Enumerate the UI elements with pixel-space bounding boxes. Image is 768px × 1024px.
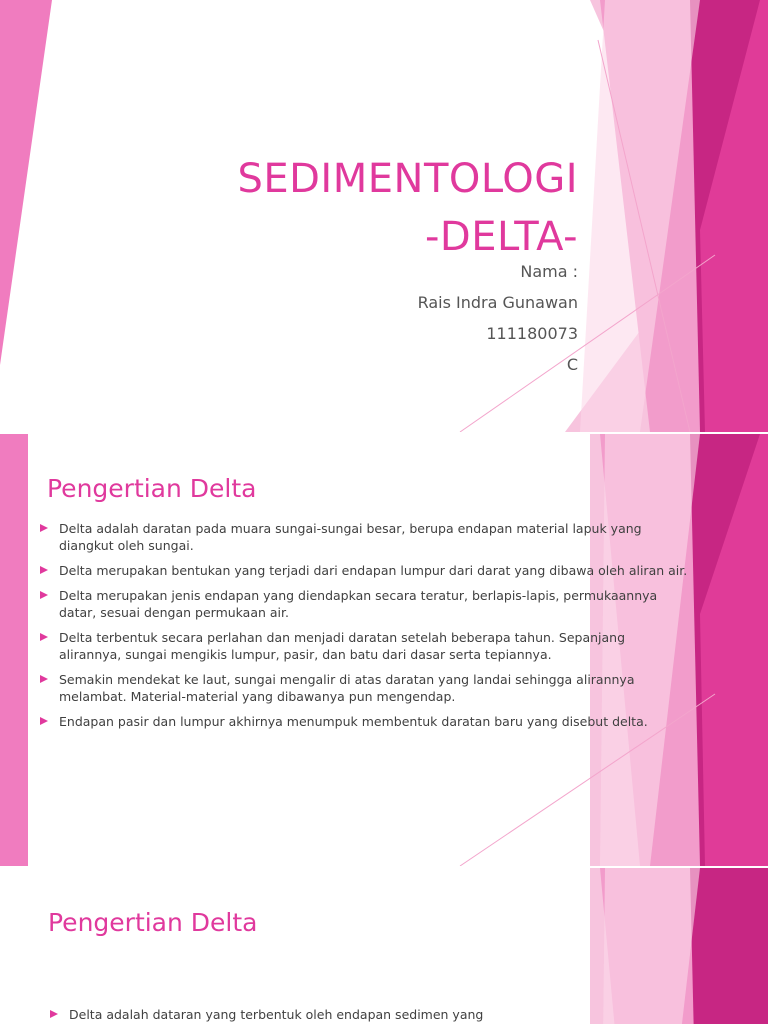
title-slide bbox=[0, 0, 768, 432]
bullet-arrow-icon bbox=[40, 524, 48, 532]
bullet-list bbox=[40, 520, 690, 738]
bullet-arrow-icon bbox=[40, 633, 48, 641]
bullet-text: Delta adalah dataran yang terbentuk oleh endapan sedimen yang bbox=[69, 1007, 484, 1022]
bullet-arrow-icon bbox=[40, 591, 48, 599]
bullet-text: Semakin mendekat ke laut, sungai mengalir di atas daratan yang landai sehingga alirannya melambat. Material-material yang dibawanya pun mengendap. bbox=[59, 672, 635, 704]
bullet-arrow-icon bbox=[40, 566, 48, 574]
slide-decoration bbox=[0, 868, 768, 1024]
list-item bbox=[40, 671, 690, 705]
right-magenta-band bbox=[690, 868, 768, 1024]
slide-title bbox=[78, 150, 578, 266]
list-item bbox=[40, 587, 690, 621]
subtitle-author: Rais Indra Gunawan bbox=[417, 293, 578, 312]
list-item bbox=[40, 562, 690, 579]
bullet-text: Delta merupakan jenis endapan yang diendapkan secara teratur, berlapis-lapis, permukaannya datar, sesuai dengan permukaan air. bbox=[59, 588, 658, 620]
list-item bbox=[50, 1006, 700, 1023]
bullet-text: Delta terbentuk secara perlahan dan menjadi daratan setelah beberapa tahun. Sepanjang alirannya, sungai mengikis lumpur, pasir, dan batu dari dasar serta tepiannya. bbox=[59, 630, 626, 662]
subtitle-class: C bbox=[566, 355, 578, 374]
bullet-text: Delta merupakan bentukan yang terjadi dari endapan lumpur dari darat yang dibawa oleh aliran air. bbox=[59, 563, 688, 578]
left-pink-band bbox=[0, 0, 52, 365]
bullet-arrow-icon bbox=[40, 675, 48, 683]
content-slide-2 bbox=[0, 868, 768, 1024]
list-item bbox=[40, 629, 690, 663]
title-line-1: SEDIMENTOLOGI bbox=[237, 156, 578, 202]
list-item bbox=[40, 713, 690, 730]
list-item bbox=[40, 520, 690, 554]
content-slide-1 bbox=[0, 434, 768, 866]
title-line-2: -DELTA- bbox=[424, 214, 578, 260]
bullet-text: Endapan pasir dan lumpur akhirnya menumpuk membentuk daratan baru yang disebut delta. bbox=[59, 714, 648, 729]
subtitle-student-id: 111180073 bbox=[486, 324, 578, 343]
slide-heading: Pengertian Delta bbox=[47, 474, 257, 503]
bullet-arrow-icon bbox=[40, 717, 48, 725]
slide-subtitle bbox=[178, 256, 578, 380]
slide-heading: Pengertian Delta bbox=[48, 908, 258, 937]
bullet-list bbox=[50, 1006, 700, 1024]
bullet-text: Delta adalah daratan pada muara sungai-sungai besar, berupa endapan material lapuk yang diangkut oleh sungai. bbox=[59, 521, 642, 553]
bullet-arrow-icon bbox=[50, 1010, 58, 1018]
left-pink-band bbox=[0, 434, 28, 866]
subtitle-name-label: Nama : bbox=[520, 262, 578, 281]
